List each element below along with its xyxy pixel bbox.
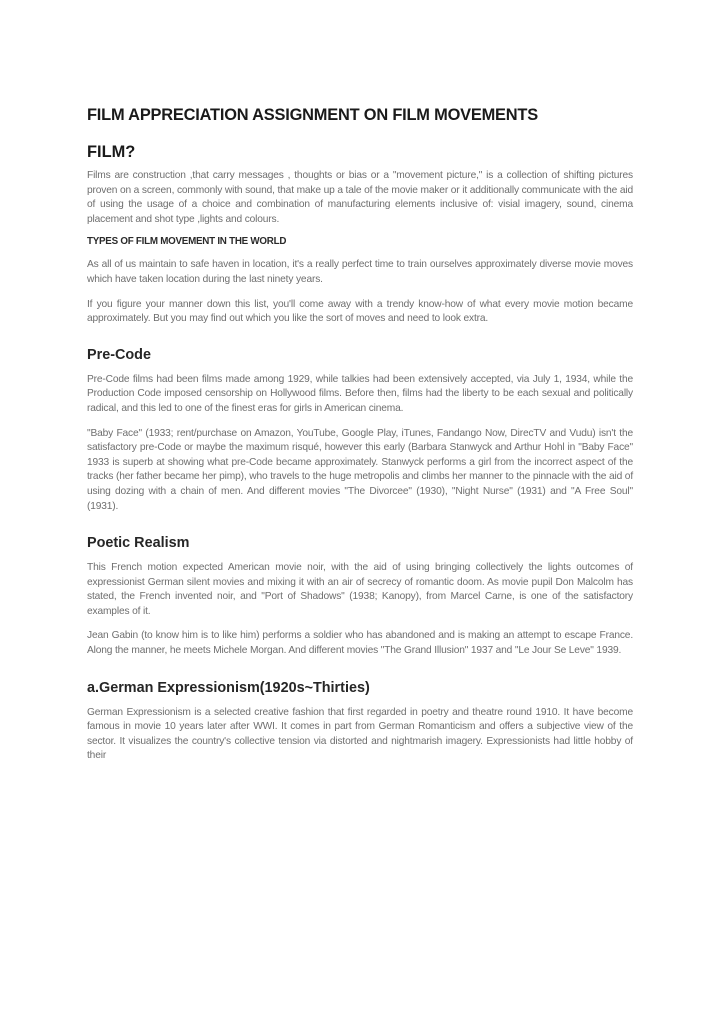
- document-subtitle: FILM?: [87, 143, 136, 161]
- pre-code-paragraph-1: Pre-Code films had been films made among 1929, while talkies had been extensively accepted, via July 1, 1934, while the Production Code imposed censorship on Hollywood films. Before then, films had the liberty to be each sexual and politically radical, and this led to one of the finest eras for girls in American cinema.: [87, 373, 633, 414]
- document-title: FILM APPRECIATION ASSIGNMENT ON FILM MOVEMENTS: [87, 106, 538, 124]
- document-page: [87, 104, 633, 764]
- pre-code-paragraph-2: "Baby Face" (1933; rent/purchase on Amazon, YouTube, Google Play, iTunes, Fandango Now, DirecTV and Vudu) isn't the satisfactory pre-Code or maybe the maximum risqué, however this early (Barbara Stanwyck and Arthur Hohl in "Baby Face" 1933 is superb at showing what pre-Code became approximately. Stanwyck performs a girl from the incorrect aspect of the tracks (her father became her pimp), who travels to the huge metropolis and climbs her manner to the pinnacle with the aid of using dozing with a chain of men. And different movies "The Divorcee" (1930), "Night Nurse" (1931) and "A Free Soul" (1931).: [87, 427, 633, 512]
- german-expressionism-paragraph-1: German Expressionism is a selected creative fashion that first regarded in poetry and theatre round 1910. It have become famous in movie 10 years later after WWI. It comes in part from German Romanticism and offers a subjective view of the sector. It visualizes the country's collective tension via distorted and nightmarish imagery. Expressionists had little hobby of their: [87, 706, 633, 762]
- intro-paragraph: Films are construction ,that carry messages , thoughts or bias or a "movement picture," is a collection of shifting pictures proven on a screen, commonly with sound, that make up a tale of the movie maker or it additionally communicate with the aid of using the usage of a choice and combination of manufacturing elements inclusive of: visial imagery, sound, cinema placement and shot type ,lights and colours.: [87, 170, 633, 225]
- poetic-realism-paragraph-1: This French motion expected American movie noir, with the aid of using bringing collectively the lights outcomes of expressionist German silent movies and mixing it with an air of secrecy of romantic doom. As movie pupil Don Malcolm has stated, the French invented noir, and "Port of Shadows" (1938; Kanopy), from Marcel Carne, is one of the satisfactory examples of it.: [87, 562, 633, 617]
- section-heading-pre-code: Pre-Code: [87, 346, 151, 363]
- types-paragraph-1: As all of us maintain to safe haven in location, it's a really perfect time to train ourselves approximately diverse movie moves which have taken location during the last ninety years.: [87, 259, 633, 285]
- section-heading-poetic-realism: Poetic Realism: [87, 535, 190, 552]
- types-paragraph-2: If you figure your manner down this list, you'll come away with a trendy know-how of what every movie motion became approximately. But you may find out which you like the sort of moves and need to look extra.: [87, 298, 633, 325]
- poetic-realism-paragraph-2: Jean Gabin (to know him is to like him) performs a soldier who has abandoned and is making an attempt to escape France. Along the manner, he meets Michele Morgan. And different movies "The Grand Illusion" 1937 and "Le Jour Se Leve" 1939.: [87, 630, 633, 657]
- section-heading-german-expressionism: a.German Expressionism(1920s~Thirties): [87, 679, 370, 696]
- types-heading: TYPES OF FILM MOVEMENT IN THE WORLD: [87, 236, 287, 248]
